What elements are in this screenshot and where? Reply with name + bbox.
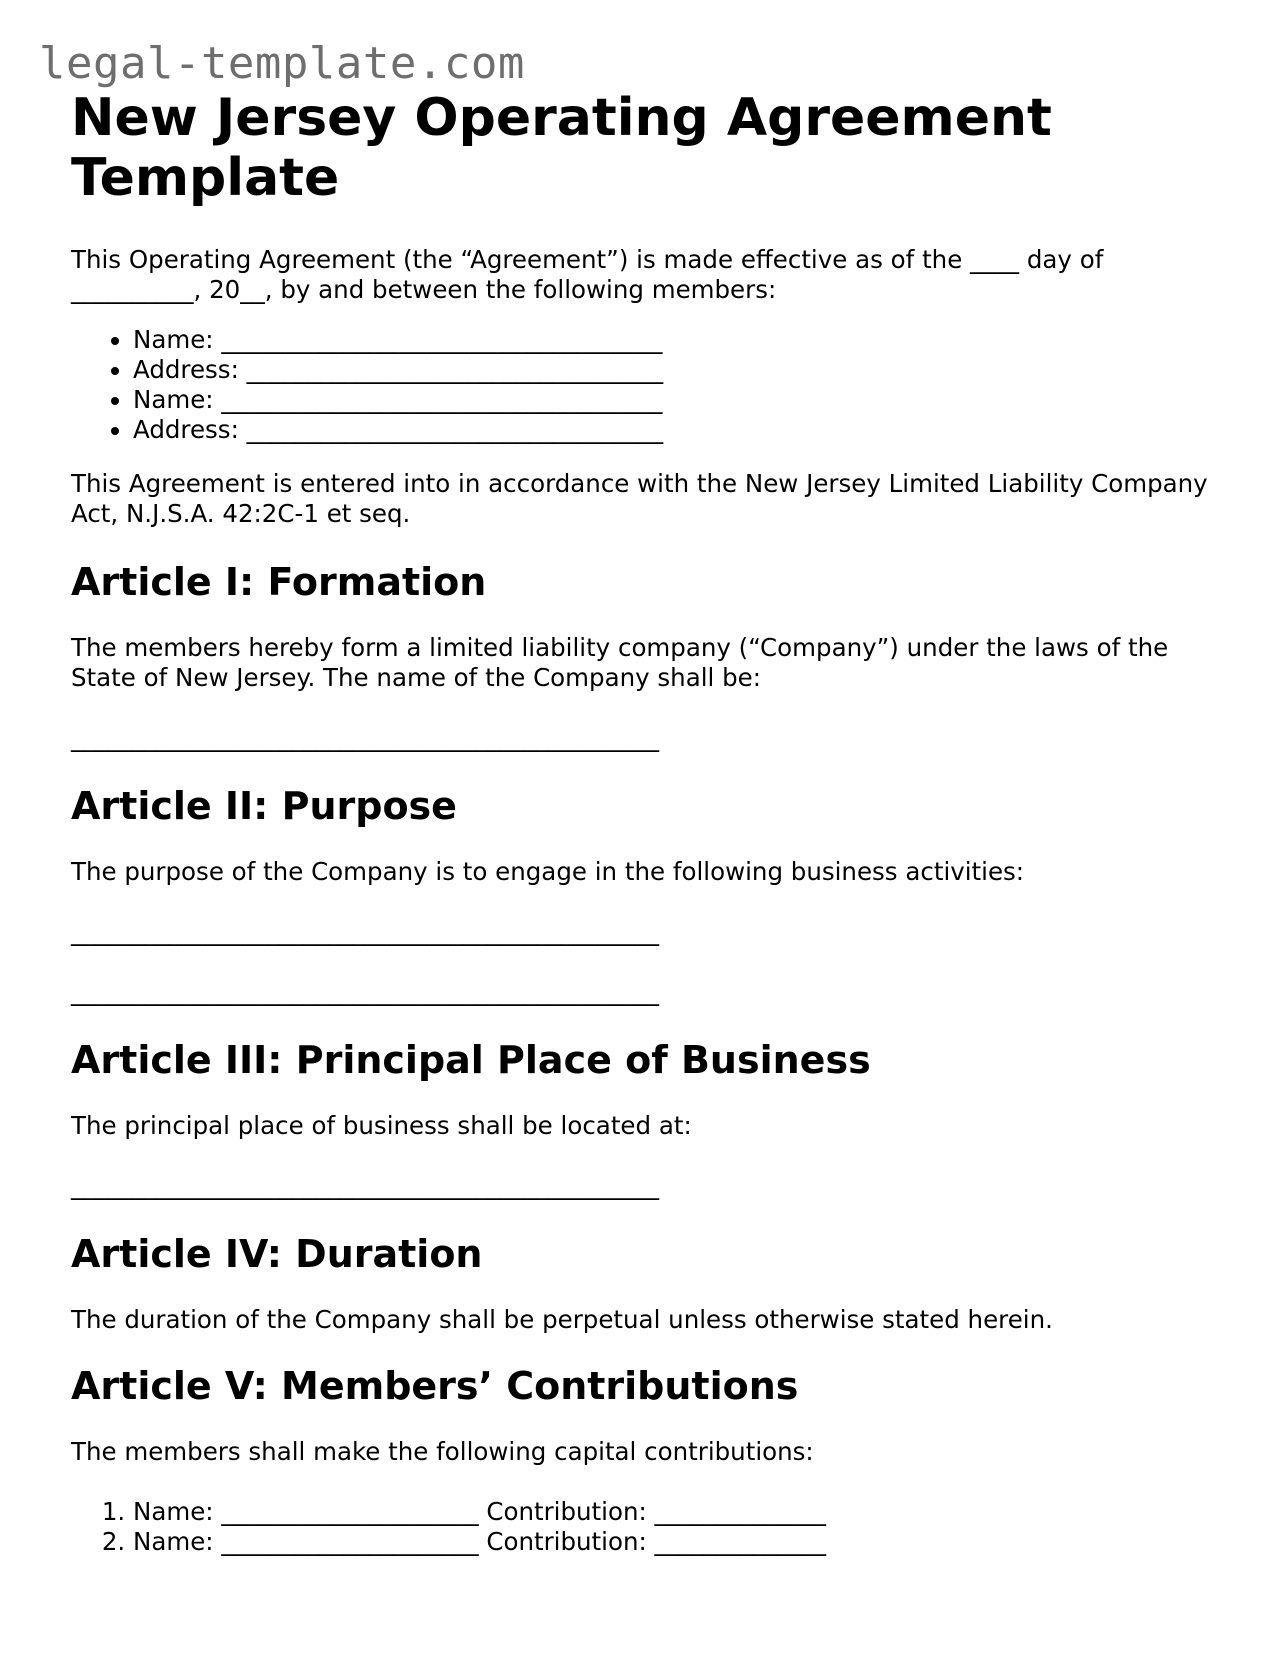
company-name-blank: ________________________________________________	[71, 723, 659, 752]
article-3-heading: Article III: Principal Place of Business	[71, 1038, 871, 1082]
document-title: New Jersey Operating Agreement Template	[71, 88, 1052, 208]
article-5-text: The members shall make the following capital contributions:	[71, 1437, 814, 1466]
contributions-list	[71, 1497, 1221, 1557]
member-name-1: • Name: ____________________________________	[133, 325, 1221, 355]
article-2-text: The purpose of the Company is to engage in the following business activities:	[71, 857, 1025, 886]
act-statement: This Agreement is entered into in accordance with the New Jersey Limited Liability Company Act, N.J.S.A. 42:2C-1 et seq.	[71, 469, 1208, 528]
article-4-text: The duration of the Company shall be perpetual unless otherwise stated herein.	[71, 1305, 1053, 1334]
article-2-heading: Article II: Purpose	[71, 784, 457, 828]
purpose-blank-1: ________________________________________________	[71, 917, 659, 946]
watermark: legal-template.com	[39, 38, 525, 89]
member-address-1: • Address: __________________________________	[133, 355, 1221, 385]
member-address-2: • Address: __________________________________	[133, 415, 1221, 445]
article-5-heading: Article V: Members’ Contributions	[71, 1364, 799, 1408]
purpose-blank-2: ________________________________________________	[71, 977, 659, 1006]
document-page	[71, 88, 1221, 1557]
contribution-item-1: 1. Name: _____________________ Contribution: ______________	[133, 1497, 1221, 1527]
article-4-heading: Article IV: Duration	[71, 1232, 483, 1276]
business-address-blank: ________________________________________________	[71, 1171, 659, 1200]
article-1-text: The members hereby form a limited liability company (“Company”) under the laws of the State of New Jersey. The name of the Company shall be:	[71, 633, 1169, 692]
contribution-item-2: 2. Name: _____________________ Contribution: ______________	[133, 1527, 1221, 1557]
members-list	[71, 325, 1221, 445]
member-name-2: • Name: ____________________________________	[133, 385, 1221, 415]
article-3-text: The principal place of business shall be located at:	[71, 1111, 692, 1140]
article-1-heading: Article I: Formation	[71, 560, 487, 604]
intro-paragraph: This Operating Agreement (the “Agreement”) is made effective as of the ____ day of __________, 20__, by and between the following members:	[71, 245, 1104, 304]
